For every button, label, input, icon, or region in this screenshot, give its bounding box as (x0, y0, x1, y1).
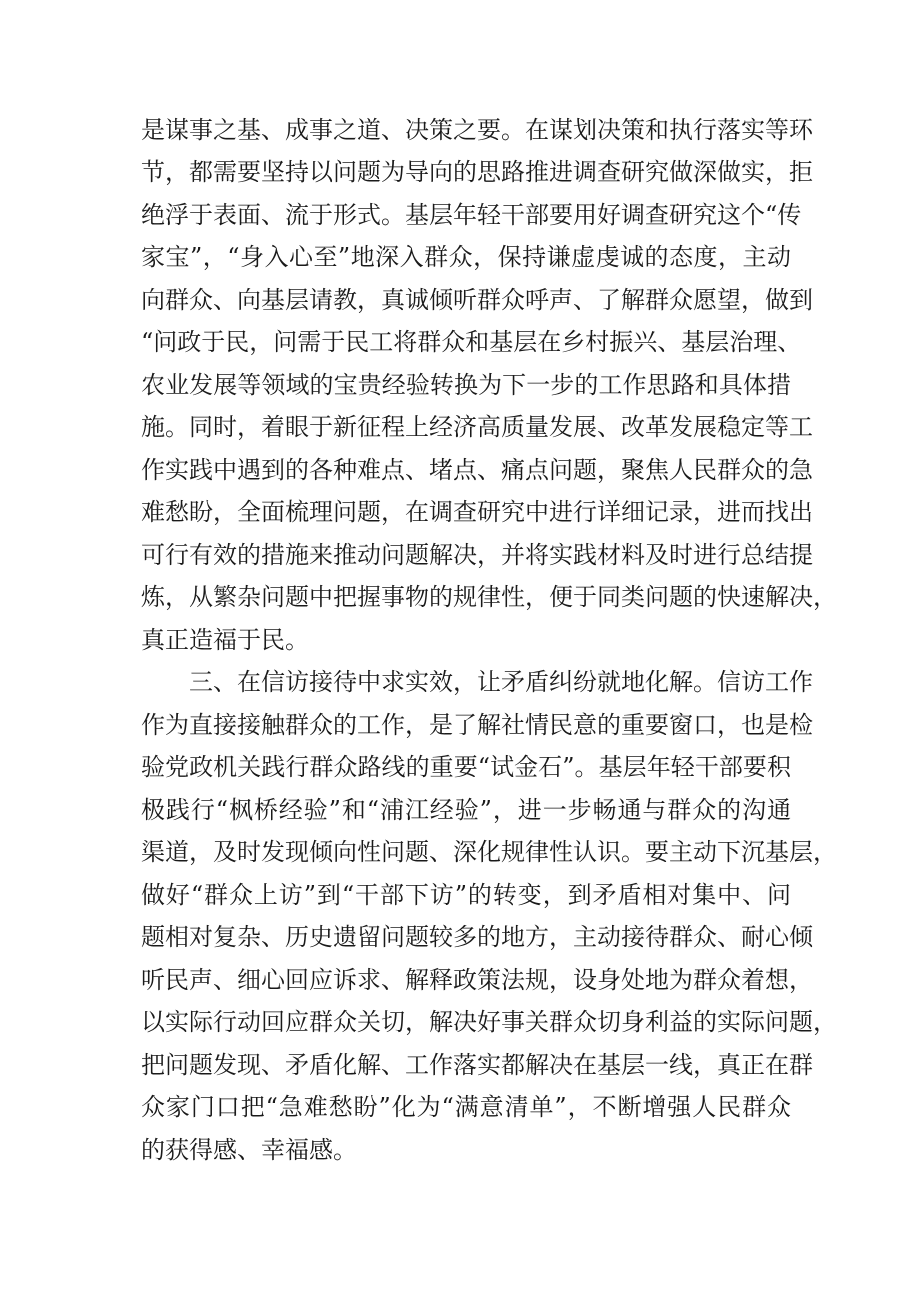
text-line: 作为直接接触群众的工作，是了解社情民意的重要窗口，也是检 (141, 711, 813, 739)
text-line: 向群众、向基层请教，真诚倾听群众呼声、了解群众愿望，做到 (141, 286, 813, 314)
text-line: 可行有效的措施来推动问题解决，并将实践材料及时进行总结提 (141, 541, 813, 569)
text-line: 以实际行动回应群众关切，解决好事关群众切身利益的实际问题， (141, 1008, 837, 1036)
text-line: 三、在信访接待中求实效，让矛盾纠纷就地化解。信访工作 (189, 668, 813, 696)
text-line: 家宝”，“身入心至”地深入群众，保持谦虚虔诚的态度，主动 (141, 243, 791, 271)
text-line: 难愁盼，全面梳理问题，在调查研究中进行详细记录，进而找出 (141, 498, 813, 526)
text-line: 作实践中遇到的各种难点、堵点、痛点问题，聚焦人民群众的急 (141, 456, 813, 484)
text-line: 渠道，及时发现倾向性问题、深化规律性认识。要主动下沉基层， (141, 838, 837, 866)
text-line: 题相对复杂、历史遗留问题较多的地方，主动接待群众、耐心倾 (141, 923, 813, 951)
text-line: 的获得感、幸福感。 (141, 1136, 357, 1164)
text-line: 验党政机关践行群众路线的重要“试金石”。基层年轻干部要积 (141, 753, 791, 781)
text-line: 施。同时，着眼于新征程上经济高质量发展、改革发展稳定等工 (141, 413, 813, 441)
text-line: 真正造福于民。 (141, 626, 309, 654)
text-line: 节，都需要坚持以问题为导向的思路推进调查研究做深做实，拒 (141, 158, 813, 186)
text-line: “问政于民，问需于民工将群众和基层在乡村振兴、基层治理、 (141, 328, 802, 356)
text-line: 听民声、细心回应诉求、解释政策法规，设身处地为群众着想， (141, 966, 813, 994)
text-line: 极践行“枫桥经验”和“浦江经验”，进一步畅通与群众的沟通 (141, 796, 791, 824)
text-line: 把问题发现、矛盾化解、工作落实都解决在基层一线，真正在群 (141, 1051, 813, 1079)
text-line: 是谋事之基、成事之道、决策之要。在谋划决策和执行落实等环 (141, 116, 813, 144)
text-line: 众家门口把“急难愁盼”化为“满意清单”，不断增强人民群众 (141, 1093, 791, 1121)
text-line: 做好“群众上访”到“干部下访”的转变，到矛盾相对集中、问 (141, 881, 791, 909)
text-line: 农业发展等领域的宝贵经验转换为下一步的工作思路和具体措 (141, 371, 791, 399)
text-line: 绝浮于表面、流于形式。基层年轻干部要用好调查研究这个“传 (141, 201, 802, 229)
text-line: 炼，从繁杂问题中把握事物的规律性，便于同类问题的快速解决， (141, 583, 837, 611)
